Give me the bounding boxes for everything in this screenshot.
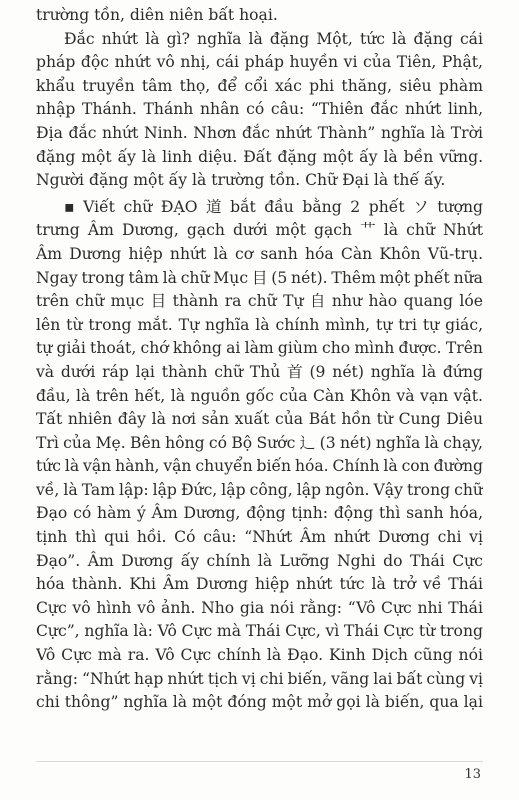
text-line: Trì của Mẹ. Bên hông có Bộ Sước ⻌ (3 nét) nghĩa là chạy, bbox=[36, 433, 483, 452]
text-line: đầu, là trên hết, là nguồn gốc của Càn Khôn và vạn vật. bbox=[36, 386, 483, 405]
text-line: tịnh thì qui hồi. Có câu: “Nhứt Âm nhứt Dương chi vị bbox=[36, 528, 483, 547]
text-line: và dưới ráp lại thành chữ Thủ 首 (9 nét) nghĩa là đứng bbox=[36, 362, 483, 381]
text-line: đặng một ấy là linh diệu. Đất đặng một ấy là bền vững. bbox=[36, 147, 483, 166]
text-line: Đạo có hàm ý Âm Dương, động tịnh: động thì sanh hóa, bbox=[36, 504, 483, 523]
text-line: Cực vô hình vô ảnh. Nho gia nói rằng: “Vô Cực nhi Thái bbox=[36, 598, 483, 617]
text-line: về, là Tam lập: lập Đức, lập công, lập ngôn. Vậy trong chữ bbox=[36, 480, 483, 499]
text-line: pháp độc nhứt vô nhị, cái pháp huyền vi của Tiên, Phật, bbox=[36, 53, 483, 72]
footer-divider bbox=[36, 761, 483, 762]
text-line: nhập Thánh. Thánh nhân có câu: “Thiên đắc nhứt linh, bbox=[36, 100, 483, 119]
text-line: Người đặng một ấy là trường tồn. Chữ Đại là thế ấy. bbox=[36, 171, 446, 190]
text-line: Địa đắc nhứt Ninh. Nhơn đắc nhứt Thành” nghĩa là Trời bbox=[36, 123, 483, 142]
text-line: Đắc nhứt là gì? nghĩa là đặng Một, tức là đặng cái bbox=[64, 29, 483, 48]
text-line: khẩu truyền tâm thọ, để cổi xác phi thăng, siêu phàm bbox=[36, 76, 483, 95]
text-line: tự giải thoát, chớ không ai làm giùm cho mình được. Trên bbox=[36, 339, 483, 358]
text-line: trường tồn, diên niên bất hoại. bbox=[36, 6, 278, 24]
text-line: tức là vận hành, vận chuyển biến hóa. Chính là con đường bbox=[36, 457, 483, 476]
text-line: Tất nhiên đây là nơi sản xuất của Bát hồn từ Cung Diêu bbox=[36, 410, 483, 429]
page-number: 13 bbox=[464, 767, 481, 782]
text-line: chi thông” nghĩa là một đóng một mở gọi là biến, qua lại bbox=[36, 693, 483, 712]
text-line: Cực”, nghĩa là: Vô Cực mà Thái Cực, vì Thái Cực từ trong bbox=[36, 622, 483, 641]
text-line: Vô Cực mà ra. Vô Cực chính là Đạo. Kinh Dịch cũng nói bbox=[36, 646, 483, 665]
text-line: Đạo”. Âm Dương ấy chính là Lưỡng Nghi do Thái Cực bbox=[36, 551, 483, 570]
text-line: hóa thành. Khi Âm Dương hiệp nhứt tức là trở về Thái bbox=[36, 575, 483, 594]
text-line: Ngay trong tâm là chữ Mục 目 (5 nét). Thêm một phết nữa bbox=[36, 268, 483, 287]
text-line: trên chữ mục 目 thành ra chữ Tự 自 như hào quang lóe bbox=[36, 292, 483, 311]
body-text bbox=[36, 4, 483, 715]
text-line: rằng: “Nhứt hạp nhứt tịch vị chi biến, vãng lai bất cùng vị bbox=[36, 669, 483, 688]
text-line: Âm Dương hiệp nhứt là cơ sanh hóa Càn Khôn Vũ-trụ. bbox=[36, 244, 483, 263]
text-line: lên từ trong mắt. Tự nghĩa là chính mình, tự tri tự giác, bbox=[36, 315, 483, 334]
text-line: trưng Âm Dương, gạch dưới một gạch 艹 là chữ Nhứt bbox=[36, 221, 483, 240]
text-line: ▪ Viết chữ ĐẠO 道 bắt đầu bằng 2 phết ソ tượng bbox=[64, 197, 483, 216]
